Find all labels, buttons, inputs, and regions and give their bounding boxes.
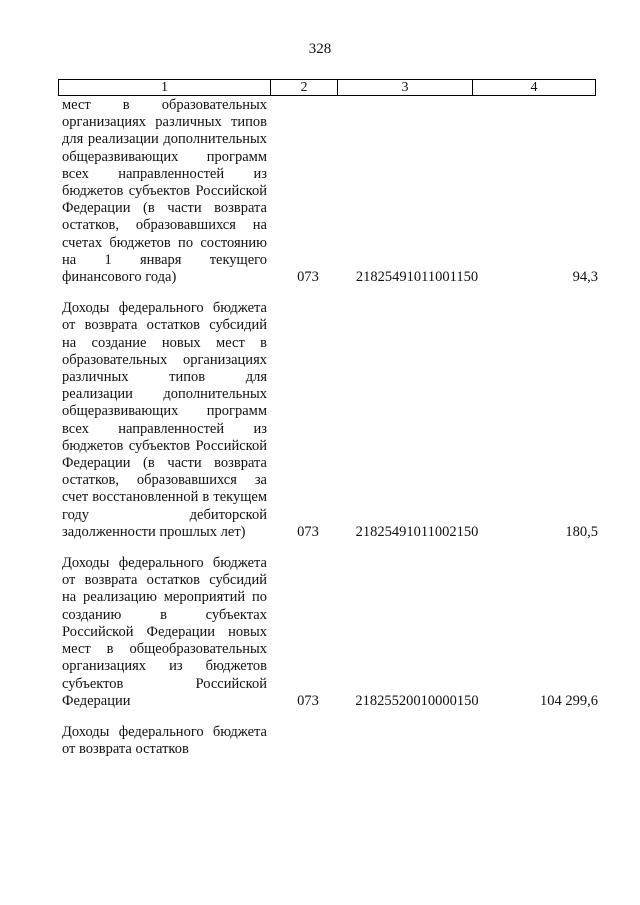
column-header-2: 2 [271, 80, 338, 95]
column-header-1: 1 [59, 80, 271, 95]
row-description: Доходы федерального бюджета от возврата остатков субсидий на создание новых мест в образовательных организациях различных типов для реализации дополнительных общеразвивающих программ всех направленностей из бюджетов субъектов Российской Федерации (в части возврата остатков, образовавшихся за счет восстановленной в текущем году дебиторской задолженности прошлых лет) [62, 300, 267, 540]
table-row [62, 300, 598, 541]
row-admin-code: 073 [297, 269, 319, 286]
row-budget-code: 21825491011002150 [355, 523, 479, 540]
row-description: Доходы федерального бюджета от возврата остатков [62, 723, 267, 758]
table-row [62, 724, 598, 758]
row-description: мест в образовательных организациях различных типов для реализации дополнительных общеразвивающих программ всех направленностей из бюджетов субъектов Российской Федерации (в части возврата остатков, образовавшихся на счетах бюджетов по состоянию на 1 января текущего финансового года) [62, 97, 267, 286]
page-number: 328 [308, 41, 332, 57]
column-header-4: 4 [530, 80, 538, 95]
table-body [62, 97, 598, 772]
table-row [62, 555, 598, 710]
row-description: Доходы федерального бюджета от возврата остатков субсидий на реализацию мероприятий по созданию в субъектах Российской Федерации новых мест в общеобразовательных организациях из бюджетов субъектов Российской Федерации [62, 555, 267, 709]
row-admin-code: 073 [297, 523, 319, 540]
row-budget-code: 21825491011001150 [355, 269, 479, 286]
row-budget-code: 21825520010000150 [355, 692, 479, 709]
row-admin-code: 073 [297, 692, 319, 709]
column-header-3: 3 [338, 80, 473, 95]
row-amount: 180,5 [565, 523, 598, 540]
table-row [62, 97, 598, 286]
row-amount: 104 299,6 [540, 692, 598, 709]
table-header [58, 79, 596, 96]
row-amount: 94,3 [572, 269, 598, 286]
